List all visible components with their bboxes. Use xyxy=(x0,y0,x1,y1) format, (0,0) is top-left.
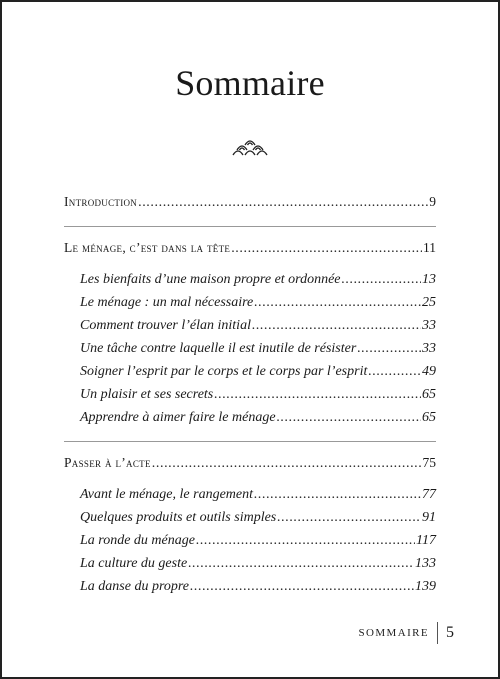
toc-entry-page: 11 xyxy=(423,240,436,255)
dot-leader xyxy=(196,529,415,552)
dot-leader xyxy=(254,483,421,506)
toc-subentry[interactable] xyxy=(64,529,436,552)
toc-chapter-2[interactable] xyxy=(64,451,436,475)
page-number: 5 xyxy=(446,624,454,641)
toc-subentry[interactable] xyxy=(64,406,436,429)
toc-entry-page: 33 xyxy=(422,341,436,356)
toc-subentry[interactable] xyxy=(64,268,436,291)
page-footer xyxy=(359,622,455,644)
dot-leader xyxy=(254,291,421,314)
toc-chapter-1[interactable] xyxy=(64,236,436,260)
toc-subentry[interactable] xyxy=(64,483,436,506)
toc-subentry[interactable] xyxy=(64,506,436,529)
dot-leader xyxy=(342,268,421,291)
section-divider xyxy=(64,226,436,227)
toc-entry-page: 117 xyxy=(416,533,436,548)
toc-subentry[interactable] xyxy=(64,360,436,383)
toc-entry-page: 33 xyxy=(422,318,436,333)
toc-entry-page: 75 xyxy=(422,455,436,470)
dot-leader xyxy=(231,237,422,260)
running-footer-label: SOMMAIRE xyxy=(358,627,429,639)
toc-entry-page: 65 xyxy=(422,387,436,402)
table-of-contents xyxy=(64,190,436,598)
dot-leader xyxy=(368,360,421,383)
toc-entry-label: La culture du geste xyxy=(80,556,188,571)
toc-entry-page: 65 xyxy=(422,410,436,425)
toc-subentry[interactable] xyxy=(64,575,436,598)
dot-leader xyxy=(190,575,414,598)
toc-entry-introduction[interactable] xyxy=(64,190,436,214)
dot-leader xyxy=(152,452,422,475)
wave-ornament-icon xyxy=(232,136,268,158)
toc-entry-label: Avant le ménage, le rangement xyxy=(80,487,254,502)
toc-entry-label: Un plaisir et ses secrets xyxy=(80,387,214,402)
toc-subentry[interactable] xyxy=(64,314,436,337)
dot-leader xyxy=(277,506,421,529)
toc-entry-label: La danse du propre xyxy=(80,579,190,594)
toc-entry-label: Apprendre à aimer faire le ménage xyxy=(80,410,276,425)
dot-leader xyxy=(277,406,421,429)
toc-entry-label: Introduction xyxy=(64,194,138,209)
section-divider xyxy=(64,441,436,442)
dot-leader xyxy=(357,337,421,360)
toc-subentry[interactable] xyxy=(64,291,436,314)
toc-entry-page: 25 xyxy=(422,295,436,310)
toc-entry-label: Les bienfaits d’une maison propre et ordonnée xyxy=(80,272,341,287)
toc-entry-page: 13 xyxy=(422,272,436,287)
toc-entry-page: 91 xyxy=(422,510,436,525)
dot-leader xyxy=(138,191,428,214)
toc-entry-page: 77 xyxy=(422,487,436,502)
toc-entry-label: Le ménage : un mal nécessaire xyxy=(80,295,254,310)
dot-leader xyxy=(214,383,421,406)
toc-entry-page: 139 xyxy=(415,579,436,594)
toc-entry-label: La ronde du ménage xyxy=(80,533,195,548)
page-title: Sommaire xyxy=(175,63,325,103)
toc-subentry[interactable] xyxy=(64,337,436,360)
toc-entry-label: Le ménage, c’est dans la tête xyxy=(64,240,231,255)
toc-entry-label: Une tâche contre laquelle il est inutile de résister xyxy=(80,341,357,356)
dot-leader xyxy=(188,552,414,575)
toc-entry-page: 9 xyxy=(429,194,436,209)
toc-entry-page: 49 xyxy=(422,364,436,379)
dot-leader xyxy=(252,314,421,337)
toc-subentry[interactable] xyxy=(64,383,436,406)
toc-entry-label: Quelques produits et outils simples xyxy=(80,510,277,525)
toc-subentry[interactable] xyxy=(64,552,436,575)
toc-entry-label: Soigner l’esprit par le corps et le corps par l’esprit xyxy=(80,364,368,379)
toc-entry-label: Passer à l’acte xyxy=(64,455,151,470)
toc-entry-label: Comment trouver l’élan initial xyxy=(80,318,251,333)
toc-entry-page: 133 xyxy=(415,556,436,571)
